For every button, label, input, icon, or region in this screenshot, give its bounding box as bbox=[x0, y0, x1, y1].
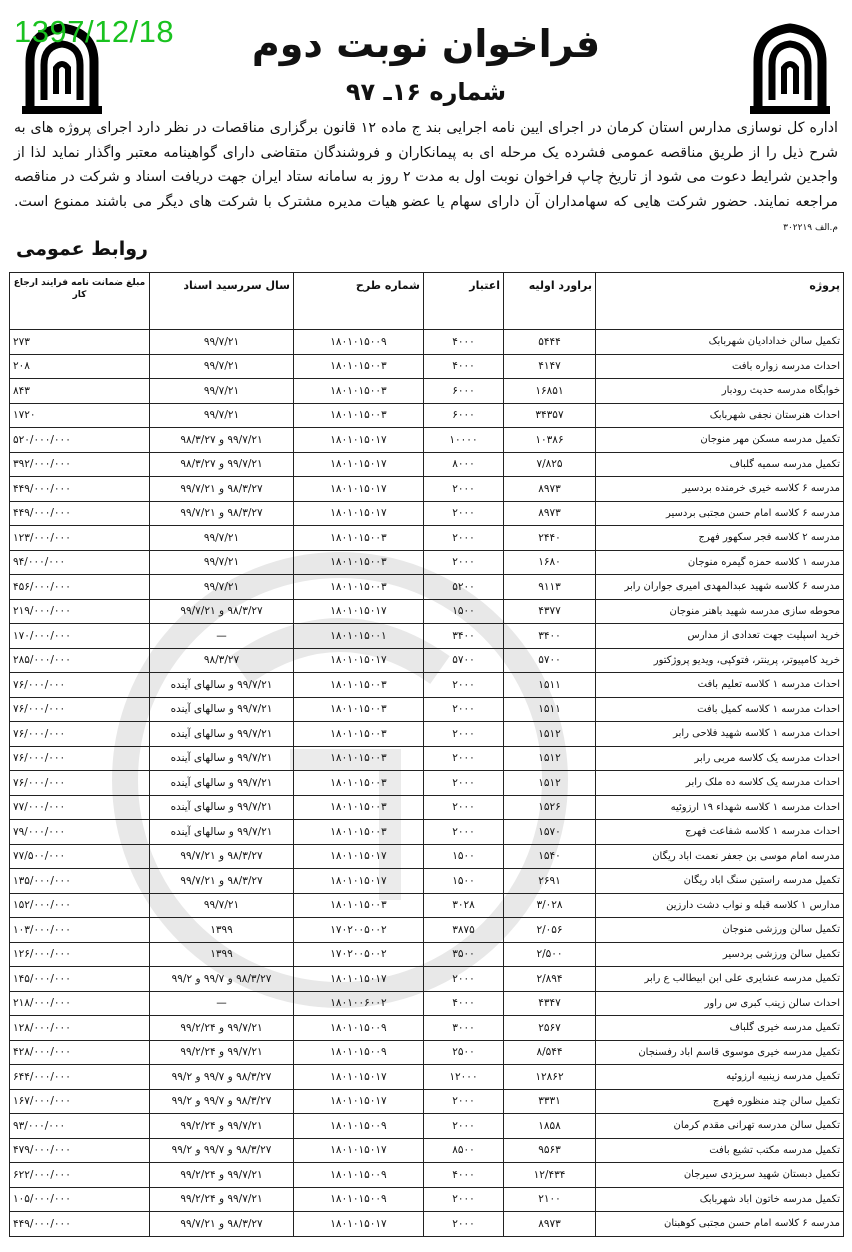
due-year-cell: ۹۹/۷/۲۱ و ۹۹/۲/۲۴ bbox=[150, 1016, 294, 1041]
table-header-row bbox=[10, 273, 844, 330]
estimate-cell: ۸۹۷۳ bbox=[504, 477, 596, 502]
estimate-cell: ۴۳۷۷ bbox=[504, 599, 596, 624]
project-cell: مدرسه ۶ کلاسه شهید عبدالمهدی امیری جواران رابر bbox=[596, 575, 844, 600]
guarantee-cell: ۱۰۵/۰۰۰/۰۰۰ bbox=[10, 1187, 150, 1212]
due-year-cell: ۹۸/۳/۲۷ و ۹۹/۷/۲۱ bbox=[150, 477, 294, 502]
due-year-cell: ۹۹/۷/۲۱ bbox=[150, 330, 294, 355]
credit-cell: ۱۵۰۰ bbox=[424, 869, 504, 894]
plan-number-cell: ۱۸۰۱۰۱۵۰۱۷ bbox=[294, 648, 424, 673]
table-row bbox=[10, 648, 844, 673]
estimate-cell: ۲/۵۰۰ bbox=[504, 942, 596, 967]
project-cell: احداث مدرسه ۱ کلاسه شهداء ۱۹ ارزوئیه bbox=[596, 795, 844, 820]
credit-cell: ۲۰۰۰ bbox=[424, 550, 504, 575]
plan-number-cell: ۱۸۰۱۰۱۵۰۱۷ bbox=[294, 844, 424, 869]
guarantee-cell: ۱۲۸/۰۰۰/۰۰۰ bbox=[10, 1016, 150, 1041]
plan-number-cell: ۱۸۰۱۰۱۵۰۱۷ bbox=[294, 1089, 424, 1114]
due-year-cell: ۹۸/۳/۲۷ و ۹۹/۷ و ۹۹/۲ bbox=[150, 1138, 294, 1163]
guarantee-cell: ۷۹/۰۰۰/۰۰۰ bbox=[10, 820, 150, 845]
table-body bbox=[10, 330, 844, 1237]
table-row bbox=[10, 428, 844, 453]
due-year-cell: ۹۹/۷/۲۱ و ۹۹/۲/۲۴ bbox=[150, 1163, 294, 1188]
table-row bbox=[10, 1138, 844, 1163]
project-cell: تکمیل سالن خدادادیان شهربابک bbox=[596, 330, 844, 355]
estimate-cell: ۱۲۸۶۲ bbox=[504, 1065, 596, 1090]
due-year-cell: ۹۹/۷/۲۱ bbox=[150, 893, 294, 918]
plan-number-cell: ۱۸۰۱۰۱۵۰۱۷ bbox=[294, 501, 424, 526]
table-row bbox=[10, 893, 844, 918]
due-year-cell: — bbox=[150, 624, 294, 649]
guarantee-cell: ۷۶/۰۰۰/۰۰۰ bbox=[10, 697, 150, 722]
plan-number-cell: ۱۸۰۱۰۱۵۰۱۷ bbox=[294, 1212, 424, 1237]
project-cell: محوطه سازی مدرسه شهید باهنر منوجان bbox=[596, 599, 844, 624]
guarantee-cell: ۲۸۵/۰۰۰/۰۰۰ bbox=[10, 648, 150, 673]
table-row bbox=[10, 697, 844, 722]
due-year-cell: ۹۸/۳/۲۷ و ۹۹/۷ و ۹۹/۲ bbox=[150, 1089, 294, 1114]
due-year-cell: ۹۹/۷/۲۱ و ۹۹/۲/۲۴ bbox=[150, 1040, 294, 1065]
estimate-cell: ۲۵۶۷ bbox=[504, 1016, 596, 1041]
due-year-cell: ۹۹/۷/۲۱ و سالهای آینده bbox=[150, 673, 294, 698]
table-row bbox=[10, 869, 844, 894]
guarantee-cell: ۱۴۵/۰۰۰/۰۰۰ bbox=[10, 967, 150, 992]
plan-number-cell: ۱۸۰۱۰۱۵۰۰۳ bbox=[294, 379, 424, 404]
project-cell: تکمیل مدرسه مسکن مهر منوجان bbox=[596, 428, 844, 453]
publication-code: م.الف ۳۰۲۲۱۹ bbox=[783, 223, 838, 233]
table-row bbox=[10, 526, 844, 551]
table-row bbox=[10, 354, 844, 379]
credit-cell: ۵۲۰۰ bbox=[424, 575, 504, 600]
guarantee-cell: ۲۱۹/۰۰۰/۰۰۰ bbox=[10, 599, 150, 624]
credit-cell: ۵۷۰۰ bbox=[424, 648, 504, 673]
table-row bbox=[10, 991, 844, 1016]
guarantee-cell: ۱۲۳/۰۰۰/۰۰۰ bbox=[10, 526, 150, 551]
due-year-cell: — bbox=[150, 991, 294, 1016]
estimate-cell: ۱۵۱۲ bbox=[504, 722, 596, 747]
due-year-cell: ۹۹/۷/۲۱ و سالهای آینده bbox=[150, 771, 294, 796]
project-cell: مدرسه ۱ کلاسه حمزه گیمره منوجان bbox=[596, 550, 844, 575]
project-cell: تکمیل مدرسه خیری موسوی قاسم اباد رفسنجان bbox=[596, 1040, 844, 1065]
estimate-cell: ۱۵۲۶ bbox=[504, 795, 596, 820]
estimate-cell: ۳۴۰۰ bbox=[504, 624, 596, 649]
plan-number-cell: ۱۸۰۱۰۱۵۰۰۹ bbox=[294, 1040, 424, 1065]
due-year-cell: ۹۹/۷/۲۱ و سالهای آینده bbox=[150, 820, 294, 845]
credit-cell: ۶۰۰۰ bbox=[424, 379, 504, 404]
plan-number-cell: ۱۸۰۱۰۱۵۰۱۷ bbox=[294, 599, 424, 624]
due-year-cell: ۹۹/۷/۲۱ و سالهای آینده bbox=[150, 722, 294, 747]
guarantee-cell: ۱۶۷/۰۰۰/۰۰۰ bbox=[10, 1089, 150, 1114]
guarantee-cell: ۹۳/۰۰۰/۰۰۰ bbox=[10, 1114, 150, 1139]
plan-number-cell: ۱۸۰۱۰۱۵۰۱۷ bbox=[294, 452, 424, 477]
plan-number-cell: ۱۸۰۱۰۱۵۰۰۳ bbox=[294, 893, 424, 918]
project-cell: خرید اسپلیت جهت تعدادی از مدارس bbox=[596, 624, 844, 649]
table-row bbox=[10, 1187, 844, 1212]
guarantee-cell: ۷۶/۰۰۰/۰۰۰ bbox=[10, 746, 150, 771]
plan-number-cell: ۱۸۰۱۰۱۵۰۰۳ bbox=[294, 771, 424, 796]
guarantee-cell: ۷۷/۰۰۰/۰۰۰ bbox=[10, 795, 150, 820]
table-row bbox=[10, 1163, 844, 1188]
project-cell: مدرسه امام موسی بن جعفر نعمت اباد ریگان bbox=[596, 844, 844, 869]
table-row bbox=[10, 379, 844, 404]
estimate-cell: ۳/۰۲۸ bbox=[504, 893, 596, 918]
table-row bbox=[10, 501, 844, 526]
estimate-cell: ۱۸۵۸ bbox=[504, 1114, 596, 1139]
plan-number-cell: ۱۸۰۱۰۱۵۰۰۹ bbox=[294, 1016, 424, 1041]
plan-number-cell: ۱۸۰۱۰۱۵۰۱۷ bbox=[294, 428, 424, 453]
guarantee-cell: ۹۴/۰۰۰/۰۰۰ bbox=[10, 550, 150, 575]
plan-number-cell: ۱۸۰۱۰۱۵۰۰۱ bbox=[294, 624, 424, 649]
project-cell: احداث مدرسه یک کلاسه ده ملک رابر bbox=[596, 771, 844, 796]
project-cell: تکمیل مدرسه سمیه گلباف bbox=[596, 452, 844, 477]
table-row bbox=[10, 673, 844, 698]
plan-number-cell: ۱۸۰۱۰۱۵۰۰۹ bbox=[294, 1114, 424, 1139]
due-year-cell: ۹۹/۷/۲۱ و ۹۸/۳/۲۷ bbox=[150, 452, 294, 477]
credit-cell: ۲۰۰۰ bbox=[424, 1089, 504, 1114]
credit-cell: ۳۸۷۵ bbox=[424, 918, 504, 943]
credit-cell: ۲۰۰۰ bbox=[424, 820, 504, 845]
project-cell: احداث مدرسه ۱ کلاسه تعلیم بافت bbox=[596, 673, 844, 698]
plan-number-cell: ۱۸۰۱۰۱۵۰۰۳ bbox=[294, 746, 424, 771]
table-row bbox=[10, 844, 844, 869]
due-year-cell: ۹۸/۳/۲۷ و ۹۹/۷/۲۱ bbox=[150, 501, 294, 526]
project-cell: تکمیل مدرسه عشایری علی ابن ابیطالب ع رابر bbox=[596, 967, 844, 992]
notice-body-text: اداره کل نوسازی مدارس استان کرمان در اجرای ایین نامه اجرایی بند ج ماده ۱۲ قانون برگزاری مناقصات در نظر دارد اجرای پروژه های به شرح ذیل را از طریق مناقصه عمومی فشرده یک مرحله ای به پیمانکاران و فروشندگان متقاضی دارای گواهینامه معتبر واگذار نماید لذا از واجدین شرایط دعوت می شود از تاریخ چاپ فراخوان نوبت اول به مدت ۲ روز به سامانه ستاد ایران جهت دریافت اسناد و شرکت در مناقصه مراجعه نمایند. حضور شرکت هایی که سهامداران آن دارای سهام یا عضو هیات مدیره مشترک با شرکت های دیگر می باشند ممنوع است. bbox=[14, 120, 839, 210]
due-year-cell: ۹۸/۳/۲۷ و ۹۹/۷ و ۹۹/۲ bbox=[150, 1065, 294, 1090]
project-cell: احداث سالن زینب کبری س راور bbox=[596, 991, 844, 1016]
plan-number-cell: ۱۸۰۱۰۱۵۰۱۷ bbox=[294, 1065, 424, 1090]
credit-cell: ۲۰۰۰ bbox=[424, 746, 504, 771]
estimate-cell: ۹۱۱۳ bbox=[504, 575, 596, 600]
project-cell: تکمیل سالن مدرسه تهرانی مقدم کرمان bbox=[596, 1114, 844, 1139]
plan-number-cell: ۱۸۰۱۰۱۵۰۰۹ bbox=[294, 1163, 424, 1188]
project-cell: تکمیل مدرسه خیری گلباف bbox=[596, 1016, 844, 1041]
project-cell: مدرسه ۶ کلاسه امام حسن مجتبی کوهبنان bbox=[596, 1212, 844, 1237]
table-row bbox=[10, 967, 844, 992]
estimate-cell: ۱۵۴۰ bbox=[504, 844, 596, 869]
guarantee-cell: ۱۵۲/۰۰۰/۰۰۰ bbox=[10, 893, 150, 918]
guarantee-cell: ۷۶/۰۰۰/۰۰۰ bbox=[10, 673, 150, 698]
guarantee-cell: ۳۹۲/۰۰۰/۰۰۰ bbox=[10, 452, 150, 477]
guarantee-cell: ۱۳۵/۰۰۰/۰۰۰ bbox=[10, 869, 150, 894]
table-row bbox=[10, 1040, 844, 1065]
table-row bbox=[10, 746, 844, 771]
guarantee-cell: ۲۰۸ bbox=[10, 354, 150, 379]
estimate-cell: ۱۰۳۸۶ bbox=[504, 428, 596, 453]
plan-number-cell: ۱۸۰۱۰۱۵۰۰۳ bbox=[294, 354, 424, 379]
due-year-cell: ۹۹/۷/۲۱ bbox=[150, 403, 294, 428]
guarantee-cell: ۴۵۶/۰۰۰/۰۰۰ bbox=[10, 575, 150, 600]
credit-cell: ۳۴۰۰ bbox=[424, 624, 504, 649]
guarantee-cell: ۶۴۴/۰۰۰/۰۰۰ bbox=[10, 1065, 150, 1090]
project-cell: تکمیل مدرسه مکتب تشیع بافت bbox=[596, 1138, 844, 1163]
credit-cell: ۲۰۰۰ bbox=[424, 795, 504, 820]
column-header-plan-number: شماره طرح bbox=[294, 273, 424, 330]
credit-cell: ۶۰۰۰ bbox=[424, 403, 504, 428]
plan-number-cell: ۱۸۰۱۰۱۵۰۰۳ bbox=[294, 795, 424, 820]
table-row bbox=[10, 1065, 844, 1090]
credit-cell: ۳۰۰۰ bbox=[424, 1016, 504, 1041]
plan-number-cell: ۱۷۰۲۰۰۵۰۰۲ bbox=[294, 918, 424, 943]
table-row bbox=[10, 1114, 844, 1139]
table-row bbox=[10, 722, 844, 747]
credit-cell: ۲۰۰۰ bbox=[424, 526, 504, 551]
credit-cell: ۲۰۰۰ bbox=[424, 697, 504, 722]
table-row bbox=[10, 624, 844, 649]
due-year-cell: ۹۸/۳/۲۷ bbox=[150, 648, 294, 673]
project-cell: احداث مدرسه ۱ کلاسه شهید فلاحی رابر bbox=[596, 722, 844, 747]
guarantee-cell: ۴۴۹/۰۰۰/۰۰۰ bbox=[10, 477, 150, 502]
estimate-cell: ۱۲/۴۳۴ bbox=[504, 1163, 596, 1188]
table-row bbox=[10, 599, 844, 624]
table-row bbox=[10, 1016, 844, 1041]
credit-cell: ۴۰۰۰ bbox=[424, 354, 504, 379]
credit-cell: ۴۰۰۰ bbox=[424, 330, 504, 355]
plan-number-cell: ۱۸۰۱۰۱۵۰۰۳ bbox=[294, 575, 424, 600]
column-header-guarantee: مبلغ ضمانت نامه فرایند ارجاع کار bbox=[10, 273, 150, 330]
credit-cell: ۳۰۲۸ bbox=[424, 893, 504, 918]
project-cell: تکمیل سالن چند منظوره فهرج bbox=[596, 1089, 844, 1114]
project-cell: خرید کامپیوتر، پرینتر، فتوکپی، ویدیو پروژکتور bbox=[596, 648, 844, 673]
estimate-cell: ۱۵۱۱ bbox=[504, 673, 596, 698]
guarantee-cell: ۷۶/۰۰۰/۰۰۰ bbox=[10, 722, 150, 747]
estimate-cell: ۵۴۴۴ bbox=[504, 330, 596, 355]
guarantee-cell: ۱۲۶/۰۰۰/۰۰۰ bbox=[10, 942, 150, 967]
estimate-cell: ۱۵۱۱ bbox=[504, 697, 596, 722]
credit-cell: ۲۰۰۰ bbox=[424, 1212, 504, 1237]
government-emblem-icon bbox=[740, 20, 840, 120]
project-cell: تکمیل سالن ورزشی منوجان bbox=[596, 918, 844, 943]
due-year-cell: ۹۸/۳/۲۷ و ۹۹/۷/۲۱ bbox=[150, 869, 294, 894]
due-year-cell: ۹۹/۷/۲۱ و سالهای آینده bbox=[150, 697, 294, 722]
guarantee-cell: ۶۲۲/۰۰۰/۰۰۰ bbox=[10, 1163, 150, 1188]
table-row bbox=[10, 1212, 844, 1237]
credit-cell: ۴۰۰۰ bbox=[424, 1163, 504, 1188]
project-cell: تکمیل دبستان شهید سریزدی سیرجان bbox=[596, 1163, 844, 1188]
project-cell: تکمیل سالن ورزشی بردسیر bbox=[596, 942, 844, 967]
estimate-cell: ۱۵۱۲ bbox=[504, 771, 596, 796]
credit-cell: ۲۰۰۰ bbox=[424, 1187, 504, 1212]
project-cell: تکمیل مدرسه خاتون اباد شهربابک bbox=[596, 1187, 844, 1212]
table-row bbox=[10, 820, 844, 845]
due-year-cell: ۹۹/۷/۲۱ و سالهای آینده bbox=[150, 795, 294, 820]
estimate-cell: ۲/۰۵۶ bbox=[504, 918, 596, 943]
guarantee-cell: ۴۲۸/۰۰۰/۰۰۰ bbox=[10, 1040, 150, 1065]
estimate-cell: ۱۵۷۰ bbox=[504, 820, 596, 845]
guarantee-cell: ۵۲۰/۰۰۰/۰۰۰ bbox=[10, 428, 150, 453]
credit-cell: ۲۰۰۰ bbox=[424, 722, 504, 747]
signature: روابط عمومی bbox=[16, 238, 148, 260]
table-row bbox=[10, 403, 844, 428]
guarantee-cell: ۴۴۹/۰۰۰/۰۰۰ bbox=[10, 1212, 150, 1237]
guarantee-cell: ۱۰۳/۰۰۰/۰۰۰ bbox=[10, 918, 150, 943]
tender-table bbox=[9, 272, 844, 1237]
date-stamp: 1397/12/18 bbox=[14, 14, 175, 49]
project-cell: احداث مدرسه ۱ کلاسه کمیل بافت bbox=[596, 697, 844, 722]
due-year-cell: ۹۸/۳/۲۷ و ۹۹/۷/۲۱ bbox=[150, 599, 294, 624]
notice-body bbox=[14, 116, 838, 241]
plan-number-cell: ۱۸۰۱۰۱۵۰۰۳ bbox=[294, 526, 424, 551]
credit-cell: ۸۰۰۰ bbox=[424, 452, 504, 477]
plan-number-cell: ۱۷۰۲۰۰۵۰۰۲ bbox=[294, 942, 424, 967]
column-header-estimate: براورد اولیه bbox=[504, 273, 596, 330]
column-header-project: پروژه bbox=[596, 273, 844, 330]
estimate-cell: ۲/۸۹۴ bbox=[504, 967, 596, 992]
due-year-cell: ۹۹/۷/۲۱ bbox=[150, 379, 294, 404]
plan-number-cell: ۱۸۰۱۰۰۶۰۰۲ bbox=[294, 991, 424, 1016]
due-year-cell: ۹۸/۳/۲۷ و ۹۹/۷/۲۱ bbox=[150, 1212, 294, 1237]
table-row bbox=[10, 452, 844, 477]
estimate-cell: ۲۶۹۱ bbox=[504, 869, 596, 894]
estimate-cell: ۸/۵۴۴ bbox=[504, 1040, 596, 1065]
estimate-cell: ۸۹۷۳ bbox=[504, 1212, 596, 1237]
estimate-cell: ۱۵۱۲ bbox=[504, 746, 596, 771]
due-year-cell: ۹۸/۳/۲۷ و ۹۹/۷ و ۹۹/۲ bbox=[150, 967, 294, 992]
due-year-cell: ۹۹/۷/۲۱ و ۹۸/۳/۲۷ bbox=[150, 428, 294, 453]
guarantee-cell: ۷۶/۰۰۰/۰۰۰ bbox=[10, 771, 150, 796]
plan-number-cell: ۱۸۰۱۰۱۵۰۰۹ bbox=[294, 1187, 424, 1212]
estimate-cell: ۵۷۰۰ bbox=[504, 648, 596, 673]
credit-cell: ۴۰۰۰ bbox=[424, 991, 504, 1016]
due-year-cell: ۹۹/۷/۲۱ bbox=[150, 526, 294, 551]
estimate-cell: ۹۵۶۳ bbox=[504, 1138, 596, 1163]
project-cell: تکمیل مدرسه راستین سنگ اباد ریگان bbox=[596, 869, 844, 894]
credit-cell: ۱۵۰۰ bbox=[424, 844, 504, 869]
estimate-cell: ۳۳۳۱ bbox=[504, 1089, 596, 1114]
plan-number-cell: ۱۸۰۱۰۱۵۰۱۷ bbox=[294, 477, 424, 502]
guarantee-cell: ۱۷۲۰ bbox=[10, 403, 150, 428]
credit-cell: ۱۲۰۰۰ bbox=[424, 1065, 504, 1090]
credit-cell: ۲۰۰۰ bbox=[424, 673, 504, 698]
estimate-cell: ۸۹۷۳ bbox=[504, 501, 596, 526]
project-cell: مدرسه ۶ کلاسه خیری خرمنده بردسیر bbox=[596, 477, 844, 502]
plan-number-cell: ۱۸۰۱۰۱۵۰۰۳ bbox=[294, 673, 424, 698]
table-row bbox=[10, 477, 844, 502]
due-year-cell: ۱۳۹۹ bbox=[150, 942, 294, 967]
credit-cell: ۲۵۰۰ bbox=[424, 1040, 504, 1065]
plan-number-cell: ۱۸۰۱۰۱۵۰۰۹ bbox=[294, 330, 424, 355]
credit-cell: ۲۰۰۰ bbox=[424, 967, 504, 992]
plan-number-cell: ۱۸۰۱۰۱۵۰۰۳ bbox=[294, 697, 424, 722]
table-row bbox=[10, 795, 844, 820]
credit-cell: ۱۰۰۰۰ bbox=[424, 428, 504, 453]
credit-cell: ۸۵۰۰ bbox=[424, 1138, 504, 1163]
project-cell: احداث مدرسه زواره بافت bbox=[596, 354, 844, 379]
estimate-cell: ۳۴۳۵۷ bbox=[504, 403, 596, 428]
estimate-cell: ۴۳۴۷ bbox=[504, 991, 596, 1016]
estimate-cell: ۱۶۸۵۱ bbox=[504, 379, 596, 404]
column-header-credit: اعتبار bbox=[424, 273, 504, 330]
guarantee-cell: ۷۷/۵۰۰/۰۰۰ bbox=[10, 844, 150, 869]
guarantee-cell: ۱۷۰/۰۰۰/۰۰۰ bbox=[10, 624, 150, 649]
plan-number-cell: ۱۸۰۱۰۱۵۰۰۳ bbox=[294, 403, 424, 428]
table-row bbox=[10, 330, 844, 355]
guarantee-cell: ۸۴۳ bbox=[10, 379, 150, 404]
due-year-cell: ۹۹/۷/۲۱ bbox=[150, 550, 294, 575]
plan-number-cell: ۱۸۰۱۰۱۵۰۰۳ bbox=[294, 722, 424, 747]
estimate-cell: ۲۴۴۰ bbox=[504, 526, 596, 551]
credit-cell: ۲۰۰۰ bbox=[424, 771, 504, 796]
plan-number-cell: ۱۸۰۱۰۱۵۰۱۷ bbox=[294, 1138, 424, 1163]
estimate-cell: ۴۱۴۷ bbox=[504, 354, 596, 379]
due-year-cell: ۹۸/۳/۲۷ و ۹۹/۷/۲۱ bbox=[150, 844, 294, 869]
credit-cell: ۲۰۰۰ bbox=[424, 501, 504, 526]
page-title: فراخوان نوبت دوم bbox=[251, 22, 601, 66]
credit-cell: ۲۰۰۰ bbox=[424, 1114, 504, 1139]
plan-number-cell: ۱۸۰۱۰۱۵۰۰۳ bbox=[294, 550, 424, 575]
guarantee-cell: ۴۴۹/۰۰۰/۰۰۰ bbox=[10, 501, 150, 526]
table-row bbox=[10, 1089, 844, 1114]
credit-cell: ۲۰۰۰ bbox=[424, 477, 504, 502]
plan-number-cell: ۱۸۰۱۰۱۵۰۱۷ bbox=[294, 869, 424, 894]
due-year-cell: ۹۹/۷/۲۱ bbox=[150, 575, 294, 600]
project-cell: مدارس ۱ کلاسه قبله و نواب دشت دارزین bbox=[596, 893, 844, 918]
due-year-cell: ۹۹/۷/۲۱ و سالهای آینده bbox=[150, 746, 294, 771]
project-cell: مدرسه ۶ کلاسه امام حسن مجتبی بردسیر bbox=[596, 501, 844, 526]
project-cell: خوابگاه مدرسه حدیث رودبار bbox=[596, 379, 844, 404]
plan-number-cell: ۱۸۰۱۰۱۵۰۰۳ bbox=[294, 820, 424, 845]
credit-cell: ۳۵۰۰ bbox=[424, 942, 504, 967]
project-cell: احداث هنرستان نجفی شهربابک bbox=[596, 403, 844, 428]
project-cell: احداث مدرسه ۱ کلاسه شفاعت فهرج bbox=[596, 820, 844, 845]
project-cell: احداث مدرسه یک کلاسه مربی رابر bbox=[596, 746, 844, 771]
guarantee-cell: ۲۷۳ bbox=[10, 330, 150, 355]
credit-cell: ۱۵۰۰ bbox=[424, 599, 504, 624]
estimate-cell: ۱۶۸۰ bbox=[504, 550, 596, 575]
notice-number: شماره ۱۶ـ ۹۷ bbox=[345, 78, 507, 106]
guarantee-cell: ۲۱۸/۰۰۰/۰۰۰ bbox=[10, 991, 150, 1016]
due-year-cell: ۹۹/۷/۲۱ و ۹۹/۲/۲۴ bbox=[150, 1187, 294, 1212]
due-year-cell: ۹۹/۷/۲۱ و ۹۹/۲/۲۴ bbox=[150, 1114, 294, 1139]
plan-number-cell: ۱۸۰۱۰۱۵۰۱۷ bbox=[294, 967, 424, 992]
due-year-cell: ۹۹/۷/۲۱ bbox=[150, 354, 294, 379]
table-row bbox=[10, 918, 844, 943]
project-cell: تکمیل مدرسه زینبیه ارزوئیه bbox=[596, 1065, 844, 1090]
table-row bbox=[10, 942, 844, 967]
due-year-cell: ۱۳۹۹ bbox=[150, 918, 294, 943]
table-row bbox=[10, 575, 844, 600]
project-cell: مدرسه ۲ کلاسه فجر سکهور فهرج bbox=[596, 526, 844, 551]
guarantee-cell: ۴۷۹/۰۰۰/۰۰۰ bbox=[10, 1138, 150, 1163]
column-header-due-year: سال سررسید اسناد bbox=[150, 273, 294, 330]
table-row bbox=[10, 550, 844, 575]
table-row bbox=[10, 771, 844, 796]
estimate-cell: ۷/۸۲۵ bbox=[504, 452, 596, 477]
estimate-cell: ۲۱۰۰ bbox=[504, 1187, 596, 1212]
